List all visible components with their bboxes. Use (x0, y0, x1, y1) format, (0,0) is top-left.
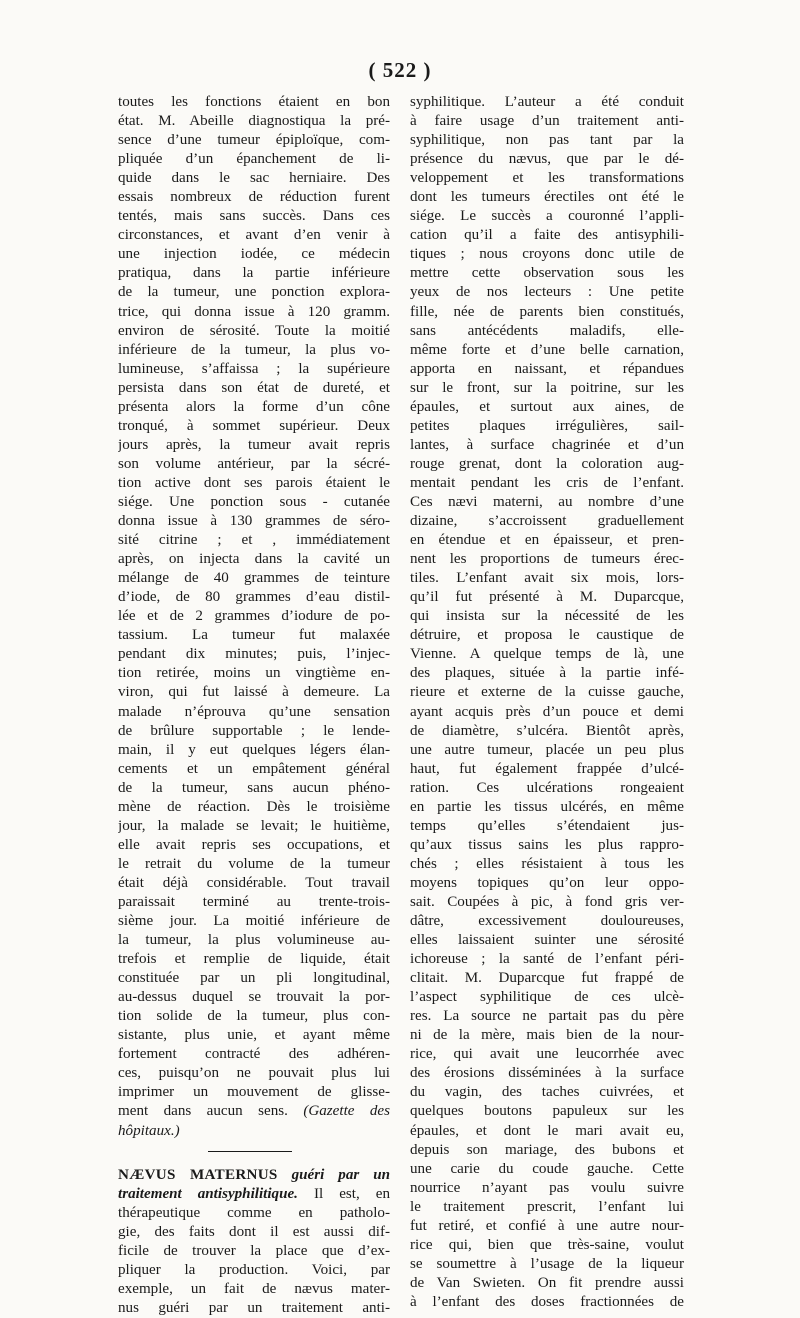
text-line: rieure et externe de la cuisse gauche, (410, 684, 684, 701)
text-line: épaules, et dont le mari avait eu, (410, 1122, 684, 1139)
text-line: une injection iodée, ce médecin (118, 246, 390, 263)
text-line: viron, qui fut laissé à demeure. La (118, 684, 390, 701)
text-line: à faire usage d’un traitement anti- (410, 113, 684, 130)
text-line: dâtre, excessivement douloureuses, (410, 913, 684, 930)
text-line: son volume antérieur, par la sécré- (118, 455, 390, 472)
text-line: donna issue à 130 grammes de séro- (118, 513, 390, 530)
text-line: de la tumeur, sans aucun phéno- (118, 779, 390, 796)
text-line: fille, née de parents bien constitués, (410, 303, 684, 320)
text-line: yeux de nos lecteurs : Une petite (410, 284, 684, 301)
text-line: syphilitique. L’auteur a été conduit (410, 94, 684, 110)
text-line: toutes les fonctions étaient en bon (118, 94, 390, 110)
text-line: rouge grenat, dont la coloration aug- (410, 455, 684, 472)
text-line: ichoreuse ; la santé de l’enfant péri- (410, 951, 684, 968)
text-line: même forte et d’une belle carnation, (410, 341, 684, 358)
text-line: Ces nævi materni, au nombre d’une (410, 493, 684, 510)
text-line: du vagin, des taches cuivrées, et (410, 1084, 684, 1101)
text-line: présence du nævus, que par le dé- (410, 151, 684, 168)
text-line: tassium. La tumeur fut malaxée (118, 627, 390, 644)
right-column (410, 93, 684, 1312)
text-line: rice, qui avait une leucorrhée avec (410, 1046, 684, 1063)
text-line: le traitement prescrit, l’enfant lui (410, 1198, 684, 1215)
text-line: res. La source ne partait pas du père (410, 1008, 684, 1025)
text-line: ces, puisqu’on ne pouvait plus lui (118, 1065, 390, 1082)
text-line: essais nombreux de réduction furent (118, 189, 390, 206)
text-line: dizaine, s’accroissent graduellement (410, 513, 684, 530)
text-line: de la tumeur, une ponction explora- (118, 284, 390, 301)
text-line: tronqué, à sommet supérieur. Deux (118, 417, 390, 434)
text-line: tiques ; nous croyons donc utile de (410, 246, 684, 263)
text-line: de diamètre, s’ulcéra. Bientôt après, (410, 722, 684, 739)
text-line: hôpitaux.) (118, 1122, 180, 1139)
section-divider (208, 1151, 292, 1152)
left-column (118, 93, 390, 1318)
text-line: une autre tumeur, placée un peu plus (410, 741, 684, 758)
text-line: sur le front, sur la poitrine, sur les (410, 379, 684, 396)
text-line: qui insista sur la nécessité de les (410, 608, 684, 625)
text-line: la tumeur, la plus volumineuse au- (118, 932, 390, 949)
text-line: de Van Swieten. On fit prendre aussi (410, 1274, 684, 1291)
section-heading-subtitle: guéri par un (291, 1166, 390, 1183)
text-line: en étendue et en épaisseur, et pren- (410, 532, 684, 549)
text-line: sité citrine ; et , immédiatement (118, 532, 390, 549)
text-line: sans antécédents maladifs, elle- (410, 322, 684, 339)
text-line: jour, la malade se levait; le huitième, (118, 817, 390, 834)
text-line: syphilitique, non pas tant par la (410, 132, 684, 149)
text-line: sait. Coupées à pic, à fond gris ver- (410, 893, 684, 910)
text-line: veloppement et les transformations (410, 170, 684, 187)
text-line: nourrice n’ayant pas voulu suivre (410, 1179, 684, 1196)
text-line: malade n’éprouva qu’une sensation (118, 703, 390, 720)
section-heading-line2 (118, 1185, 390, 1204)
text-line: main, il y eut quelques légers élan- (118, 741, 390, 758)
text-line: présenta alors la forme d’un cône (118, 398, 390, 415)
text-line: ayant acquis près d’un pouce et demi (410, 703, 684, 720)
text-line: détruire, et proposa le caustique de (410, 627, 684, 644)
text-line: tion active dont ses parois étaient le (118, 474, 390, 491)
text-line: petites plaques irrégulières, sail- (410, 417, 684, 434)
text-line: temps qu’elles s’étendaient jus- (410, 817, 684, 834)
text-line: chés ; elles résistaient à tous les (410, 855, 684, 872)
text-line: pratiqua, dans la partie inférieure (118, 265, 390, 282)
text-line: trice, qui donna issue à 120 gramm. (118, 303, 390, 320)
text-line: elle avait repris ses occupations, et (118, 836, 390, 853)
text-line: sième jour. La moitié inférieure de (118, 913, 390, 930)
text-line: qu’il fut présenté à M. Duparcque, (410, 589, 684, 606)
text-line: elles laissaient suinter une sérosité (410, 932, 684, 949)
text-line: mélange de 40 grammes de teinture (118, 570, 390, 587)
text-line: mentait pendant les cris de l’enfant. (410, 474, 684, 491)
text-line: rice qui, bien que très-saine, voulut (410, 1236, 684, 1253)
text-line: trefois et remplie de liquide, était (118, 951, 390, 968)
text-line: tiles. L’enfant avait six mois, lors- (410, 570, 684, 587)
text-line: fortement contracté des adhéren- (118, 1046, 390, 1063)
text-line: après, on injecta dans la cavité un (118, 551, 390, 568)
text-line: des plaques, située à la partie infé- (410, 665, 684, 682)
text-line: pliquer la production. Voici, par (118, 1261, 390, 1278)
text-line: nent les proportions de tumeurs érec- (410, 551, 684, 568)
text-line: de brûlure supportable ; le lende- (118, 722, 390, 739)
text-fragment: ment dans aucun sens. (118, 1103, 288, 1120)
text-line: siége. Le succès a couronné l’appli- (410, 208, 684, 225)
text-line: des érosions disséminées à la surface (410, 1065, 684, 1082)
text-line: thérapeutique comme en patholo- (118, 1204, 390, 1221)
text-line: tentés, mais sans succès. Dans ces (118, 208, 390, 225)
text-line: haut, fut également frappée d’ulcé- (410, 760, 684, 777)
text-line: lée et de 2 grammes d’iodure de po- (118, 608, 390, 625)
text-line: lantes, à surface chagrinée et d’un (410, 436, 684, 453)
text-line: paraissait terminé au trente-trois- (118, 893, 390, 910)
text-line: ration. Ces ulcérations rongeaient (410, 779, 684, 796)
text-line: ni de la mère, mais bien de la nour- (410, 1027, 684, 1044)
text-line: une carie du coude gauche. Cette (410, 1160, 684, 1177)
text-line: qu’aux tissus sains les plus rappro- (410, 836, 684, 853)
text-line: depuis son mariage, des bubons et (410, 1141, 684, 1158)
text-line: était déjà considérable. Tout travail (118, 874, 390, 891)
text-line: pendant dix minutes; puis, l’injec- (118, 646, 390, 663)
text-line: clitait. M. Duparcque fut frappé de (410, 970, 684, 987)
text-line: inférieure de la tumeur, la plus vo- (118, 341, 390, 358)
text-line: quelques boutons papuleux sur les (410, 1103, 684, 1120)
citation-source: (Gazette des (303, 1103, 390, 1120)
section-heading-title: NÆVUS MATERNUS (118, 1166, 278, 1183)
text-line: nus guéri par un traitement anti- (118, 1299, 390, 1316)
text-line: se soumettre à l’usage de la liqueur (410, 1255, 684, 1272)
section-heading (118, 1166, 390, 1185)
text-line: moyens topiques qu’on leur oppo- (410, 874, 684, 891)
text-line: cation qu’il a faite des antisyphili- (410, 227, 684, 244)
text-line: constituée par un pli longitudinal, (118, 970, 390, 987)
page-number: ( 522 ) (368, 58, 432, 82)
text-line: au-dessus duquel se trouvait la por- (118, 989, 390, 1006)
text-line: fut retiré, et confié à une autre nour- (410, 1217, 684, 1234)
text-line: mettre cette observation sous les (410, 265, 684, 282)
text-line: dont les tumeurs érectiles ont été le (410, 189, 684, 206)
text-line: environ de sérosité. Toute la moitié (118, 322, 390, 339)
text-line: jours après, la tumeur avait repris (118, 436, 390, 453)
text-line: apporta en naissant, et répandues (410, 360, 684, 377)
text-line: gie, des faits dont il est aussi dif- (118, 1223, 390, 1240)
text-line: pliquée d’un épanchement de li- (118, 151, 390, 168)
text-line: siége. Une ponction sous - cutanée (118, 493, 390, 510)
text-line: persista dans son état de dureté, et (118, 379, 390, 396)
text-line: lumineuse, s’affaissa ; la supérieure (118, 360, 390, 377)
text-line: tion solide de la tumeur, plus con- (118, 1008, 390, 1025)
text-line: l’aspect syphilitique de ces ulcè- (410, 989, 684, 1006)
text-line: quide dans le sac herniaire. Des (118, 170, 390, 187)
text-fragment: Il est, en (297, 1185, 390, 1202)
text-line: à l’enfant des doses fractionnées de (410, 1293, 684, 1310)
text-line: exemple, un fait de nævus mater- (118, 1280, 390, 1297)
text-line: imprimer un mouvement de glisse- (118, 1084, 390, 1101)
text-line: mène de réaction. Dès le troisième (118, 798, 390, 815)
text-line: d’iode, de 80 grammes d’eau distil- (118, 589, 390, 606)
text-line: cements et un empâtement général (118, 760, 390, 777)
text-line: tion retirée, moins un vingtième en- (118, 665, 390, 682)
text-line (118, 1102, 390, 1121)
text-line: Vienne. A quelque temps de là, une (410, 646, 684, 663)
text-line: le retrait du volume de la tumeur (118, 855, 390, 872)
text-line: ficile de trouver la place que d’ex- (118, 1242, 390, 1259)
text-line: état. M. Abeille diagnostiqua la pré- (118, 113, 390, 130)
text-line: en partie les tissus ulcérés, en même (410, 798, 684, 815)
text-line: épaules, et surtout aux aines, de (410, 398, 684, 415)
text-line: sence d’une tumeur épiploïque, com- (118, 132, 390, 149)
text-line: circonstances, et avant d’en venir à (118, 227, 390, 244)
text-line: sistante, plus unie, et ayant même (118, 1027, 390, 1044)
section-heading-subtitle-cont: traitement antisyphilitique. (118, 1185, 298, 1202)
